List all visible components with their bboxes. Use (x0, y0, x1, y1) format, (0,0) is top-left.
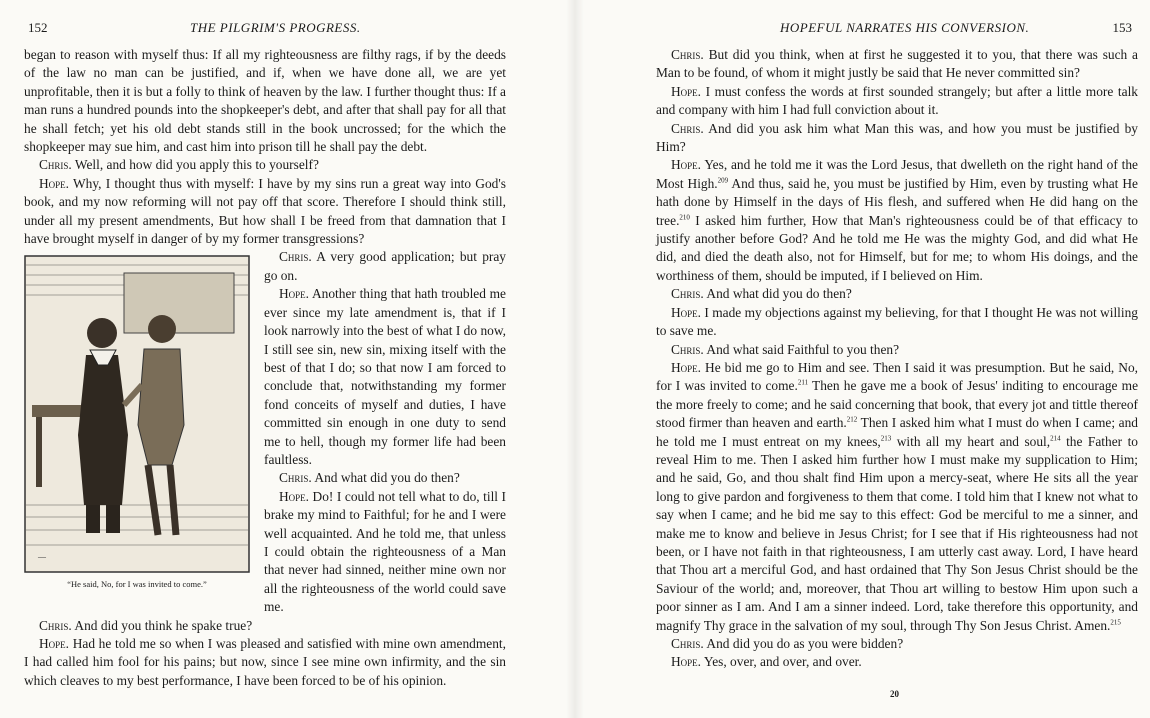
illustration-figure (24, 255, 250, 595)
paragraph: began to reason with myself thus: If all my righteousness are filthy rags, if by the deeds of the law no man can be justified, and if, when we have done all, we are yet unprofitable, then it is but a folly to think of heaven by the law. I further thought thus: If a man runs a hundred pounds into the shopkeeper's debt, and after that shall pay for all that he shall fetch; yet his old debt stands still in the book uncrossed; for the which the shopkeeper may sue him, and cast him into prison till he shall pay the debt. (24, 47, 506, 155)
right-page (575, 0, 1150, 718)
paragraph: Chris. A very good application; but pray go on. (264, 249, 506, 283)
paragraph: Hope. Yes, and he told me it was the Lord Jesus, that dwelleth on the right hand of the Most High.$^{209}$ And thus, said he, you must be justified by Him, even by trusting what He hath done by Himself in the days of His flesh, and suffered when He did hang on the tree.$^{210}$ I asked him further, How that Man's righteousness could be of that efficacy to justify another before God? And he told me He was the mighty God, and did what He did, and died the death also, not for Himself, but for me; to whom His doings, and the worthiness of them, should be imputed, if I believed on Him. (656, 157, 1138, 283)
paragraph: Hope. Do! I could not tell what to do, till I brake my mind to Faithful; for he and I were well acquainted. And he told me, that unless I could obtain the righteousness of a Man that never had sinned, neither mine own nor all the righteousness of the world could save me. (264, 488, 506, 615)
paragraph: Hope. Had he told me so when I was pleased and satisfied with mine own amendment, I had called him fool for his pains; but now, since I see mine own infirmity, and the sin which cleaves to my best performance, I have been forced to be of his opinion. (24, 636, 506, 688)
right-page-body (656, 46, 1138, 672)
signature-mark: 20 (890, 689, 899, 699)
paragraph: Chris. And what did you do then? (279, 470, 460, 486)
left-running-title: THE PILGRIM'S PROGRESS. (190, 20, 361, 35)
paragraph: Hope. I must confess the words at first sounded strangely; but after a little more talk and company with him I had full conviction about it. (656, 83, 1138, 118)
left-page-number: 152 (28, 20, 48, 35)
paragraph: Chris. But did you think, when at first he suggested it to you, that there was such a Man to be found, of whom it might justly be said that He never committed sin? (656, 47, 1138, 81)
svg-text:—: — (38, 552, 47, 563)
engraving-illustration (24, 255, 250, 573)
paragraph: Chris. Well, and how did you apply this to yourself? (39, 157, 319, 173)
paragraph: Chris. And what said Faithful to you then? (671, 341, 900, 357)
paragraph: Hope. Yes, over, and over, and over. (671, 654, 862, 670)
right-running-head (575, 20, 1150, 38)
paragraph: Chris. And did you do as you were bidden? (671, 636, 904, 651)
paragraph: Chris. And did you think he spake true? (39, 617, 253, 633)
figure-caption: “He said, No, for I was invited to come.” (67, 579, 207, 590)
paragraph: Hope. He bid me go to Him and see. Then I said it was presumption. But he said, No, for I was invited to come.$^{211}$ Then he gave me a book of Jesus' inditing to encourage me the more freely to come; and he said concerning that book, that every jot and tittle thereof stood firmer than heaven and earth.$^{212}$ Then I asked him what I must do when I came; and he told me I must entreat on my knees,$^{213}$ with all my heart and soul,$^{214}$ the Father to reveal Him to me. Then I asked him further how I must make my supplication to Him; and he said, Go, and thou shalt find Him upon a mercy-seat, where He sits all the year long to give pardon and forgiveness to them that come. I told him that I knew not what to say when I came; and he bid me say to this effect: God be merciful to me a sinner, and make me to know and believe in Jesus Christ; for I see that if His righteousness had not been, or I have not faith in that righteousness, I am utterly cast away. Lord, I have heard that Thou art a merciful God, and hast ordained that Thy Son Jesus Christ should be the Saviour of the world; and, moreover, that Thou art willing to bestow Him upon such a poor sinner as I am. And I am a sinner indeed. Lord, take therefore this opportunity, and magnify Thy grace in the salvation of my soul, through Thy Son Jesus Christ. Amen.$^{215}$ (656, 359, 1139, 633)
left-running-head (0, 20, 575, 38)
paragraph: Hope. Why, I thought thus with myself: I have by my sins run a great way into God's book, and my now reforming will not pay off that score. Therefore I should think still, under all my present amendments, But how shall I be freed from that damnation that I have brought myself in danger of by my former transgressions? (24, 175, 506, 247)
right-running-title: HOPEFUL NARRATES HIS CONVERSION. (780, 20, 1030, 35)
right-page-number: 153 (1112, 20, 1132, 35)
paragraph: Hope. Another thing that hath troubled me ever since my late amendment is, that if I look narrowly into the best of what I do now, I still see sin, new sin, mixing itself with the best of that I do; so that now I am forced to conclude that, notwithstanding my former fond conceits of myself and duties, I have committed sin enough in one duty to send me to hell, though my former life had been faultless. (264, 286, 506, 467)
paragraph: Chris. And did you ask him what Man this was, and how you must be justified by Him? (656, 120, 1138, 155)
left-page-body (24, 46, 506, 690)
paragraph: Hope. I made my objections against my believing, for that I thought He was not willing to save me. (656, 304, 1138, 339)
paragraph: Chris. And what did you do then? (671, 286, 852, 302)
